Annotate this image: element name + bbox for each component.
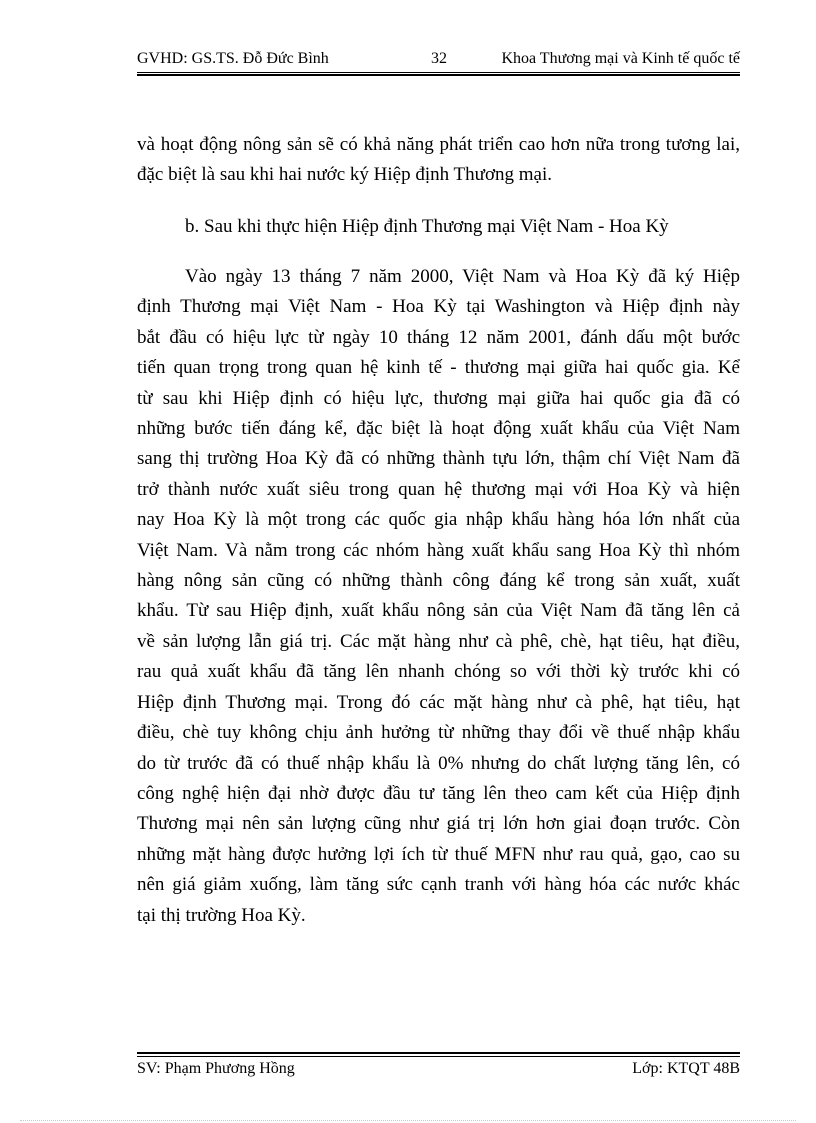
text-line: điều, chè tuy không chịu ảnh hưởng từ những thay đổi về thuế nhập khẩu xyxy=(137,722,740,744)
text-line: do từ trước đã có thuế nhập khẩu là 0% nhưng do chất lượng tăng lên, có xyxy=(137,752,740,774)
text-line: nên giá giảm xuống, làm tăng sức cạnh tranh với hàng hóa các nước khác xyxy=(137,874,740,896)
page-number: 32 xyxy=(431,50,447,67)
text-line: những bước tiến đáng kể, đặc biệt là hoạt động xuất khẩu của Việt Nam xyxy=(137,418,740,440)
page-footer xyxy=(137,1058,740,1080)
text-line: trở thành nước xuất siêu trong quan hệ thương mại với Hoa Kỳ và hiện xyxy=(137,478,740,500)
text-line: Thương mại nên sản lượng cũng như giá trị lớn hơn giai đoạn trước. Còn xyxy=(137,813,740,835)
text-line: về sản lượng lẫn giá trị. Các mặt hàng như cà phê, chè, hạt tiêu, hạt điều, xyxy=(137,630,740,652)
section-heading: b. Sau khi thực hiện Hiệp định Thương mại Việt Nam - Hoa Kỳ xyxy=(185,216,669,237)
class-label: Lớp: KTQT 48B xyxy=(632,1060,740,1077)
footer-divider-thick xyxy=(137,1052,740,1054)
text-line: nay Hoa Kỳ là một trong các quốc gia nhập khẩu hàng hóa lớn nhất của xyxy=(137,509,740,531)
text-line: từ sau khi Hiệp định có hiệu lực, thương mại giữa hai quốc gia đã có xyxy=(137,387,740,409)
supervisor-label: GVHD: GS.TS. Đỗ Đức Bình xyxy=(137,50,329,67)
page-header xyxy=(137,48,740,70)
text-line: đặc biệt là sau khi hai nước ký Hiệp định Thương mại. xyxy=(137,164,552,185)
text-line: sang thị trường Hoa Kỳ đã có những thành tựu lớn, thậm chí Việt Nam đã xyxy=(137,448,740,470)
footer-divider-thin xyxy=(137,1056,740,1057)
body-paragraph xyxy=(137,262,740,931)
text-line: Vào ngày 13 tháng 7 năm 2000, Việt Nam và Hoa Kỳ đã ký Hiệp xyxy=(185,266,740,287)
text-line: những mặt hàng được hưởng lợi ích từ thuế MFN như rau quả, gạo, cao su xyxy=(137,843,740,865)
text-line: tiến quan trọng trong quan hệ kinh tế - thương mại giữa hai quốc gia. Kể xyxy=(137,357,740,379)
page-edge-divider xyxy=(20,1120,796,1121)
intro-paragraph xyxy=(137,130,740,190)
text-line: công nghệ hiện đại nhờ được đầu tư tăng lên theo cam kết của Hiệp định xyxy=(137,782,740,804)
text-line: khẩu. Từ sau Hiệp định, xuất khẩu nông sản của Việt Nam đã tăng lên cả xyxy=(137,600,740,622)
text-line: Hiệp định Thương mại. Trong đó các mặt hàng như cà phê, hạt tiêu, hạt xyxy=(137,691,740,713)
student-label: SV: Phạm Phương Hồng xyxy=(137,1060,295,1077)
header-divider-thick xyxy=(137,74,740,76)
text-line: tại thị trường Hoa Kỳ. xyxy=(137,904,306,926)
faculty-label: Khoa Thương mại và Kinh tế quốc tế xyxy=(501,50,740,67)
text-line: Việt Nam. Và nằm trong các nhóm hàng xuất khẩu sang Hoa Kỳ thì nhóm xyxy=(137,539,740,561)
text-line: rau quả xuất khẩu đã tăng lên nhanh chóng so với thời kỳ trước khi có xyxy=(137,661,740,683)
text-line: định Thương mại Việt Nam - Hoa Kỳ tại Washington và Hiệp định này xyxy=(137,296,740,318)
header-divider-thin xyxy=(137,72,740,73)
text-line: hàng nông sản cũng có những thành công đáng kể trong sản xuất, xuất xyxy=(137,570,740,592)
text-line: bắt đầu có hiệu lực từ ngày 10 tháng 12 năm 2001, đánh dấu một bước xyxy=(137,326,740,348)
text-line: và hoạt động nông sản sẽ có khả năng phát triển cao hơn nữa trong tương lai, xyxy=(137,134,740,155)
